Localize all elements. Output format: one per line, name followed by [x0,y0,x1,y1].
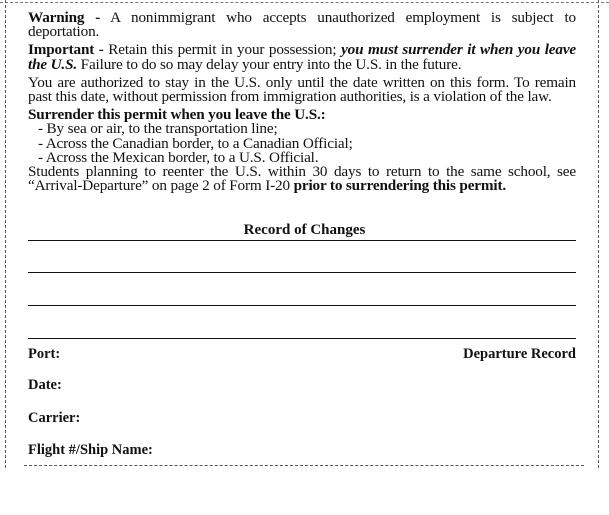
surrender-item: - Across the Mexican border, to a U.S. Official. [38,148,319,166]
bottom-cut-line [24,465,584,466]
important-paragraph [28,43,576,71]
port-label: Port: [28,346,61,362]
surrender-item: - By sea or air, to the transportation line; [38,120,278,138]
surrender-heading: Surrender this permit when you leave the U.S.: [28,106,326,124]
flight-ship-label: Flight #/Ship Name: [28,442,153,458]
record-line-2 [28,272,576,273]
students-text: Students planning to reenter the U.S. within 30 days to return to the same school, see “Arrival-Departure” on page 2 of Form I-20 [28,163,576,195]
surrender-list [28,122,576,165]
surrender-item: - Across the Canadian border, to a Canadian Official; [38,134,353,152]
record-of-changes-title: Record of Changes [243,222,366,238]
top-cut-line [0,2,609,3]
authorized-paragraph: You are authorized to stay in the U.S. only until the date written on this form. To remain past this date, without permission from immigration authorities, is a violation of the law. [28,73,576,106]
important-label: Important - [28,41,104,59]
record-line-4 [28,338,576,339]
record-line-1 [28,240,576,241]
important-text: Retain this permit in your possession; [103,41,342,59]
date-label: Date: [28,377,62,393]
warning-text: A nonimmigrant who accepts unauthorized employment is subject to deportation. [28,9,576,41]
students-paragraph [28,165,576,193]
notice-text [28,11,576,197]
record-line-3 [28,305,576,306]
carrier-label: Carrier: [28,410,81,426]
important-tail: Failure to do so may delay your entry into the U.S. in the future. [77,55,462,73]
warning-label: Warning - [28,9,101,26]
warning-paragraph [28,11,576,39]
students-bold: prior to surrendering this permit. [293,177,506,195]
departure-record-heading: Departure Record [463,346,576,362]
important-emphasis: you must surrender it when you leave the U.S. [28,41,577,73]
surrender-section [28,108,576,165]
